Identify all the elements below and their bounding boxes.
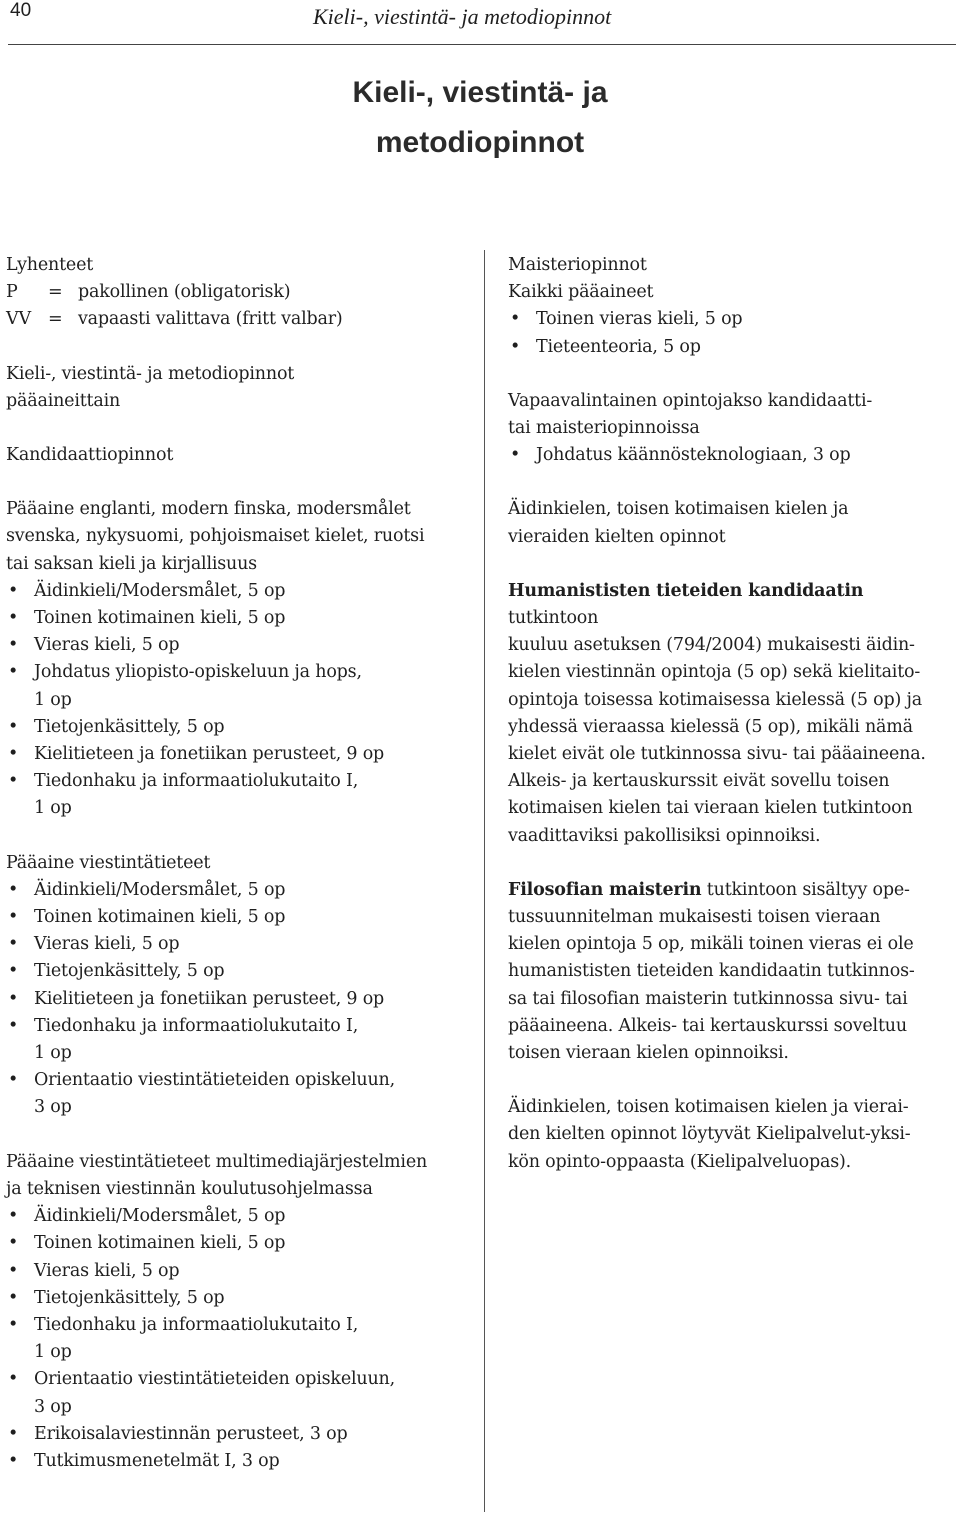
group3-list [6, 1203, 458, 1475]
list-item [6, 1448, 458, 1475]
paragraph-line: tutkintoon [508, 608, 599, 629]
list-item-text: Kielitieteen ja fonetiikan perusteet, 9 op [34, 744, 385, 765]
group2-list [6, 877, 458, 1122]
masters-heading: Maisteriopinnot [508, 255, 647, 275]
list-item-text: Äidinkieli/Modersmålet, 5 op [34, 580, 286, 601]
paragraph-line: vaadittaviksi pakollisiksi opinnoiksi. [508, 825, 821, 846]
list-item [6, 931, 458, 958]
abbreviation-value: pakollinen (obligatorisk) [78, 282, 291, 303]
page-header [0, 0, 960, 45]
abbreviation-row [6, 279, 458, 306]
group1-heading [6, 496, 458, 578]
paragraph-line: humanististen tieteiden kandidaatin tutkinnos- [508, 961, 915, 982]
elective-list [508, 442, 952, 469]
list-item-text: Äidinkieli/Modersmålet, 5 op [34, 1206, 286, 1227]
list-item-text: Vieras kieli, 5 op [34, 934, 180, 955]
list-item [6, 1067, 458, 1121]
list-item [6, 986, 458, 1013]
paragraph-line: tutkintoon sisältyy ope- [701, 879, 910, 900]
heading-line: Pääaine englanti, modern finska, modersmålet [6, 499, 411, 520]
paragraph-line: kielen opintoja 5 op, mikäli toinen vieras ei ole [508, 934, 914, 955]
abbreviation-equals: = [48, 282, 63, 303]
abbreviation-equals: = [48, 309, 63, 330]
page-number: 40 [10, 0, 32, 21]
heading-line: ja teknisen viestinnän koulutusohjelmassa [6, 1178, 373, 1199]
list-item [6, 632, 458, 659]
list-item-text: 1 op [34, 689, 72, 710]
paragraph-line: toisen vieraan kielen opinnoiksi. [508, 1043, 789, 1064]
paragraph-line: kuuluu asetuksen (794/2004) mukaisesti äidin- [508, 635, 915, 656]
list-item-text: 1 op [34, 1342, 72, 1363]
list-item-text: Äidinkieli/Modersmålet, 5 op [34, 879, 286, 900]
heading-line: tai maisteriopinnoissa [508, 418, 700, 439]
elective-heading [508, 388, 952, 442]
paragraph-line: Äidinkielen, toisen kotimaisen kielen ja vierai- [508, 1097, 909, 1118]
list-item-text: 1 op [34, 1043, 72, 1064]
heading-line: svenska, nykysuomi, pohjoismaiset kielet, ruotsi [6, 526, 425, 547]
list-item [6, 904, 458, 931]
list-item-text: Orientaatio viestintätieteiden opiskeluun, [34, 1070, 395, 1091]
list-item-text: Vieras kieli, 5 op [34, 635, 180, 656]
list-item [508, 442, 952, 469]
heading-line: pääaineittain [6, 390, 121, 411]
heading-line: Vapaavalintainen opintojakso kandidaatti- [508, 390, 873, 411]
list-item-text: Toinen kotimainen kieli, 5 op [34, 1233, 286, 1254]
list-item [6, 768, 458, 822]
heading-line: Pääaine viestintätieteet multimediajärjestelmien [6, 1151, 428, 1172]
emphasis-text: Humanististen tieteiden kandidaatin [508, 580, 864, 601]
paragraph-line: Alkeis- ja kertauskurssit eivät sovellu toisen [508, 771, 890, 792]
list-item-text: Tutkimusmenetelmät I, 3 op [34, 1450, 280, 1471]
list-item [6, 877, 458, 904]
right-column [508, 252, 952, 1176]
list-item-text: Kielitieteen ja fonetiikan perusteet, 9 op [34, 988, 385, 1009]
header-rule [8, 44, 956, 45]
paragraph-line: kotimaisen kielen tai vieraan kielen tutkintoon [508, 798, 913, 819]
paragraph-line: kön opinto-oppaasta (Kielipalveluopas). [508, 1151, 852, 1172]
languages-heading [508, 496, 952, 550]
list-item [6, 1013, 458, 1067]
list-item [6, 1258, 458, 1285]
heading-line: Kieli-, viestintä- ja metodiopinnot [6, 363, 295, 384]
group3-heading [6, 1149, 458, 1203]
list-item-text: Johdatus yliopisto-opiskeluun ja hops, [34, 662, 362, 683]
list-item-text: Toinen kotimainen kieli, 5 op [34, 608, 286, 629]
left-column [6, 252, 458, 1475]
list-item-text: Toinen kotimainen kieli, 5 op [34, 907, 286, 928]
list-item [508, 334, 952, 361]
list-item [6, 714, 458, 741]
list-item [6, 578, 458, 605]
heading-line: tai saksan kieli ja kirjallisuus [6, 553, 257, 574]
list-item-text: Vieras kieli, 5 op [34, 1260, 180, 1281]
paragraph-line: kielet eivät ole tutkinnossa sivu- tai pääaineena. [508, 744, 926, 765]
bachelor-heading: Kandidaattiopinnot [6, 445, 174, 466]
abbreviation-row [6, 306, 458, 333]
paragraph-line: den kielten opinnot löytyvät Kielipalvelut-yksi- [508, 1124, 911, 1145]
list-item-text: Erikoisalaviestinnän perusteet, 3 op [34, 1423, 348, 1444]
abbreviation-key: VV [6, 309, 31, 330]
list-item-text: Tiedonhaku ja informaatiolukutaito I, [34, 1015, 359, 1036]
list-item-text: Orientaatio viestintätieteiden opiskeluun, [34, 1369, 395, 1390]
paragraph-line: pääaineena. Alkeis- tai kertauskurssi soveltuu [508, 1015, 907, 1036]
page-title-line-2: metodiopinnot [375, 126, 585, 159]
list-item-text: Johdatus käännösteknologiaan, 3 op [536, 445, 851, 466]
column-divider [484, 250, 485, 1512]
heading-line: vieraiden kielten opinnot [508, 526, 726, 547]
abbreviation-key: P [6, 282, 18, 303]
list-item-text: Tietojenkäsittely, 5 op [34, 716, 225, 737]
heading-line: Äidinkielen, toisen kotimaisen kielen ja [508, 499, 849, 520]
list-item [6, 1230, 458, 1257]
page-title [300, 68, 660, 168]
list-item [6, 1285, 458, 1312]
list-item-text: 3 op [34, 1396, 72, 1417]
page-title-line-1: Kieli-, viestintä- ja [352, 76, 608, 109]
list-item [6, 1366, 458, 1420]
abbreviations-heading: Lyhenteet [6, 255, 94, 275]
list-item [6, 741, 458, 768]
group2-heading: Pääaine viestintätieteet [6, 852, 211, 873]
running-title: Kieli-, viestintä- ja metodiopinnot [313, 4, 612, 29]
emphasis-text: Filosofian maisterin [508, 879, 702, 900]
list-item-text: Toinen vieras kieli, 5 op [536, 309, 743, 330]
paragraph-line: opintoja toisessa kotimaisessa kielessä (5 op) ja [508, 689, 922, 710]
list-item [6, 958, 458, 985]
languages-paragraph-1 [508, 578, 952, 850]
by-major-heading [6, 361, 458, 415]
list-item-text: Tietojenkäsittely, 5 op [34, 1287, 225, 1308]
masters-subheading: Kaikki pääaineet [508, 282, 654, 303]
languages-paragraph-3 [508, 1094, 952, 1176]
abbreviation-value: vapaasti valittava (fritt valbar) [78, 309, 343, 330]
paragraph-line: sa tai filosofian maisterin tutkinnossa sivu- tai [508, 988, 908, 1009]
list-item [508, 306, 952, 333]
list-item [6, 605, 458, 632]
group1-list [6, 578, 458, 823]
list-item [6, 1312, 458, 1366]
list-item-text: Tiedonhaku ja informaatiolukutaito I, [34, 1314, 359, 1335]
list-item [6, 1203, 458, 1230]
list-item-text: Tietojenkäsittely, 5 op [34, 961, 225, 982]
list-item-text: Tieteenteoria, 5 op [536, 336, 701, 357]
list-item [6, 1421, 458, 1448]
masters-list [508, 306, 952, 360]
paragraph-line: tussuunnitelman mukaisesti toisen vieraan [508, 907, 881, 928]
list-item-text: 3 op [34, 1097, 72, 1118]
paragraph-line: yhdessä vieraassa kielessä (5 op), mikäli nämä [508, 716, 913, 737]
list-item [6, 659, 458, 713]
languages-paragraph-2 [508, 877, 952, 1067]
list-item-text: Tiedonhaku ja informaatiolukutaito I, [34, 771, 359, 792]
paragraph-line: kielen viestinnän opintoja (5 op) sekä kielitaito- [508, 662, 921, 683]
list-item-text: 1 op [34, 798, 72, 819]
